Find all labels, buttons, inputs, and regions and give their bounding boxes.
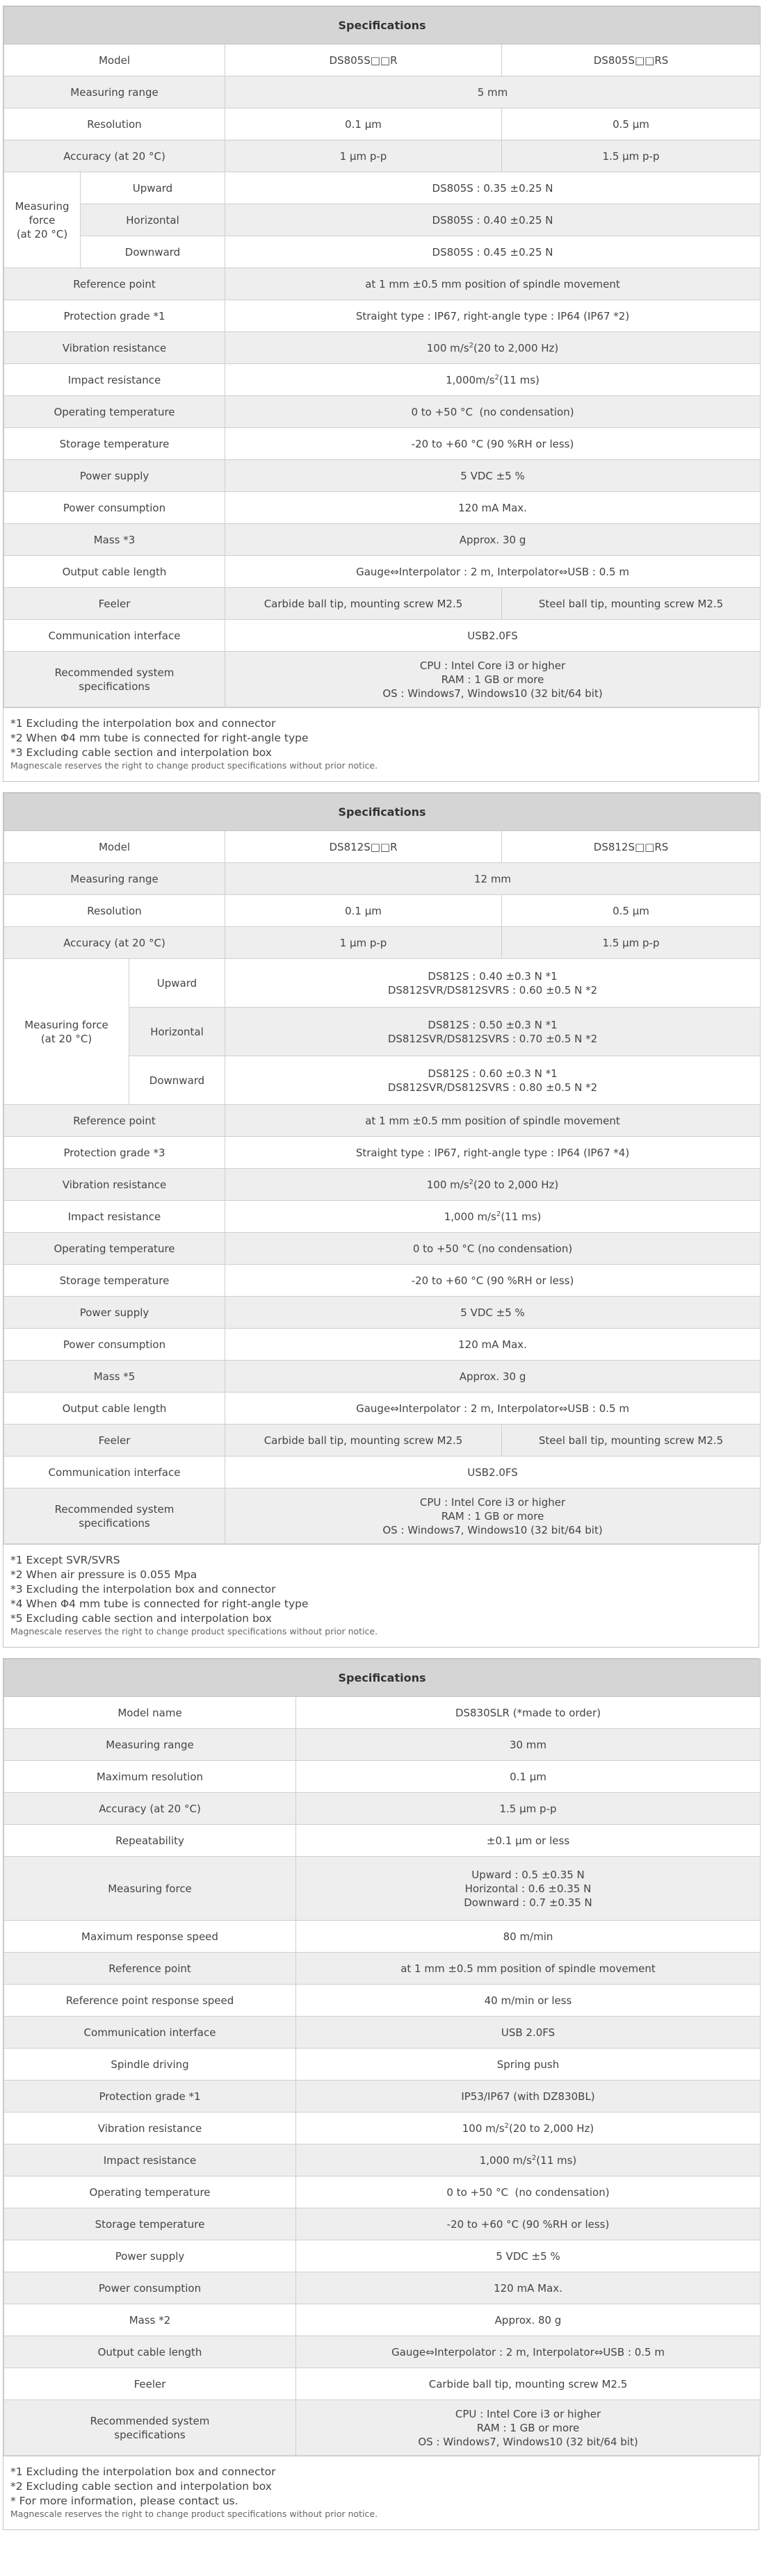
reference-point-speed-label: Reference point response speed	[4, 1985, 296, 2017]
measuring-range-value: 30 mm	[296, 1729, 761, 1761]
impact-resistance-label: Impact resistance	[4, 2144, 296, 2176]
measuring-range-value: 12 mm	[225, 863, 761, 895]
measuring-range-label: Measuring range	[4, 1729, 296, 1761]
accuracy-label: Accuracy (at 20 °C)	[4, 927, 225, 959]
power-consumption-label: Power consumption	[4, 2272, 296, 2304]
recommended-system-value: CPU : Intel Core i3 or higher RAM : 1 GB or more OS : Windows7, Windows10 (32 bit/64 bit)	[225, 1488, 761, 1544]
communication-interface-value: USB2.0FS	[225, 1457, 761, 1488]
power-supply-label: Power supply	[4, 460, 225, 492]
accuracy-label: Accuracy (at 20 °C)	[4, 140, 225, 172]
impact-resistance-label: Impact resistance	[4, 364, 225, 396]
protection-grade-label: Protection grade *1	[4, 300, 225, 332]
storage-temperature-value: -20 to +60 °C (90 %RH or less)	[296, 2208, 761, 2240]
protection-grade-label: Protection grade *1	[4, 2081, 296, 2113]
model-name-label: Model name	[4, 1697, 296, 1729]
impact-resistance-value: 1,000 $m/s^2(11$ ms)	[225, 1201, 761, 1233]
spindle-driving-value: Spring push	[296, 2049, 761, 2081]
feeler-label: Feeler	[4, 1425, 225, 1457]
footnote: *2 When air pressure is 0.055 Mpa	[10, 1568, 197, 1581]
measuring-force-label: Measuring force (at 20 °C)	[4, 959, 129, 1105]
maximum-response-speed-value: 80 m/min	[296, 1921, 761, 1953]
mass-value: Approx. 80 g	[296, 2304, 761, 2336]
power-consumption-value: 120 mA Max.	[296, 2272, 761, 2304]
operating-temperature-value: 0 to +50 °C (no condensation)	[296, 2176, 761, 2208]
mass-label: Mass *2	[4, 2304, 296, 2336]
recommended-system-label: Recommended system specifications	[4, 1488, 225, 1544]
ds812-spec-table	[3, 793, 761, 1544]
reference-point-label: Reference point	[4, 1105, 225, 1137]
power-supply-value: 5 VDC ±5 %	[225, 1297, 761, 1329]
footnote: *1 Excluding the interpolation box and connector	[10, 717, 276, 730]
model-r-value: DS812S□□R	[225, 831, 502, 863]
recommended-system-label: Recommended system specifications	[4, 2400, 296, 2456]
footnote: *1 Except SVR/SVRS	[10, 1554, 120, 1566]
resolution-label: Resolution	[4, 108, 225, 140]
mass-value: Approx. 30 g	[225, 1361, 761, 1393]
communication-interface-label: Communication interface	[4, 2017, 296, 2049]
force-upward-value: DS805S : 0.35 ±0.25 N	[225, 172, 761, 204]
footnote: *4 When Φ4 mm tube is connected for right-angle type	[10, 1598, 309, 1610]
force-horizontal-label: Horizontal	[129, 1008, 225, 1056]
communication-interface-value: USB2.0FS	[225, 620, 761, 652]
model-rs-value: DS812S□□RS	[502, 831, 761, 863]
operating-temperature-label: Operating temperature	[4, 2176, 296, 2208]
measuring-range-label: Measuring range	[4, 76, 225, 108]
output-cable-length-value: Gauge⇔Interpolator : 2 m, Interpolator⇔USB : 0.5 m	[225, 556, 761, 588]
model-name-value: DS830SLR (*made to order)	[296, 1697, 761, 1729]
measuring-force-label: Measuring force (at 20 °C)	[4, 172, 81, 268]
power-supply-value: 5 VDC ±5 %	[296, 2240, 761, 2272]
resolution-label: Resolution	[4, 895, 225, 927]
force-upward-value: DS812S : 0.40 ±0.3 N *1 DS812SVR/DS812SVRS : 0.60 ±0.5 N *2	[225, 959, 761, 1008]
feeler-label: Feeler	[4, 588, 225, 620]
accuracy-rs-value: 1.5 µm p-p	[502, 140, 761, 172]
maximum-resolution-value: 0.1 µm	[296, 1761, 761, 1793]
force-horizontal-label: Horizontal	[81, 204, 225, 236]
force-upward-label: Upward	[129, 959, 225, 1008]
protection-grade-value: Straight type : IP67, right-angle type : IP64 (IP67 *4)	[225, 1137, 761, 1169]
storage-temperature-label: Storage temperature	[4, 1265, 225, 1297]
force-horizontal-value: DS805S : 0.40 ±0.25 N	[225, 204, 761, 236]
output-cable-length-value: Gauge⇔Interpolator : 2 m, Interpolator⇔USB : 0.5 m	[225, 1393, 761, 1425]
disclaimer: Magnescale reserves the right to change product specifications without prior notice.	[10, 760, 378, 771]
vibration-resistance-label: Vibration resistance	[4, 332, 225, 364]
reference-point-label: Reference point	[4, 1953, 296, 1985]
ds830-spec-table	[3, 1659, 761, 2456]
storage-temperature-label: Storage temperature	[4, 2208, 296, 2240]
force-upward-label: Upward	[81, 172, 225, 204]
impact-resistance-value: 1,000 $m/s^2(11$ ms)	[296, 2144, 761, 2176]
recommended-system-value: CPU : Intel Core i3 or higher RAM : 1 GB or more OS : Windows7, Windows10 (32 bit/64 bit)	[296, 2400, 761, 2456]
reference-point-value: at 1 mm ±0.5 mm position of spindle movement	[225, 1105, 761, 1137]
output-cable-length-label: Output cable length	[4, 2336, 296, 2368]
measuring-range-label: Measuring range	[4, 863, 225, 895]
reference-point-value: at 1 mm ±0.5 mm position of spindle movement	[225, 268, 761, 300]
power-consumption-value: 120 mA Max.	[225, 492, 761, 524]
impact-resistance-value: $1,000m/s^2(11$ ms)	[225, 364, 761, 396]
vibration-resistance-value: 100 $m/s^2(20$ to 2,000 Hz)	[225, 332, 761, 364]
disclaimer: Magnescale reserves the right to change product specifications without prior notice.	[10, 2509, 378, 2519]
communication-interface-label: Communication interface	[4, 1457, 225, 1488]
force-downward-label: Downward	[81, 236, 225, 268]
recommended-system-label: Recommended system specifications	[4, 652, 225, 707]
disclaimer: Magnescale reserves the right to change product specifications without prior notice.	[10, 1626, 378, 1636]
footnote: *3 Excluding cable section and interpolation box	[10, 746, 272, 759]
output-cable-length-label: Output cable length	[4, 1393, 225, 1425]
vibration-resistance-value: 100 $m/s^2(20$ to 2,000 Hz)	[296, 2113, 761, 2144]
footnote: *5 Excluding cable section and interpolation box	[10, 1612, 272, 1625]
accuracy-r-value: 1 µm p-p	[225, 927, 502, 959]
spindle-driving-label: Spindle driving	[4, 2049, 296, 2081]
ds812-spec-block	[3, 792, 759, 1648]
protection-grade-label: Protection grade *3	[4, 1137, 225, 1169]
feeler-label: Feeler	[4, 2368, 296, 2400]
reference-point-label: Reference point	[4, 268, 225, 300]
measuring-force-value: Upward : 0.5 ±0.35 N Horizontal : 0.6 ±0.35 N Downward : 0.7 ±0.35 N	[296, 1857, 761, 1921]
power-supply-label: Power supply	[4, 1297, 225, 1329]
output-cable-length-label: Output cable length	[4, 556, 225, 588]
communication-interface-label: Communication interface	[4, 620, 225, 652]
power-consumption-label: Power consumption	[4, 1329, 225, 1361]
model-label: Model	[4, 831, 225, 863]
footnote: *3 Excluding the interpolation box and connector	[10, 1583, 276, 1595]
resolution-r-value: 0.1 µm	[225, 895, 502, 927]
footnote: *1 Excluding the interpolation box and connector	[10, 2466, 276, 2478]
measuring-range-value: 5 mm	[225, 76, 761, 108]
spec-table-title: Specifications	[4, 7, 761, 44]
model-r-value: DS805S□□R	[225, 44, 502, 76]
resolution-r-value: 0.1 µm	[225, 108, 502, 140]
ds805-spec-block	[3, 6, 759, 782]
resolution-rs-value: 0.5 µm	[502, 108, 761, 140]
vibration-resistance-label: Vibration resistance	[4, 2113, 296, 2144]
maximum-resolution-label: Maximum resolution	[4, 1761, 296, 1793]
communication-interface-value: USB 2.0FS	[296, 2017, 761, 2049]
feeler-r-value: Carbide ball tip, mounting screw M2.5	[225, 588, 502, 620]
feeler-rs-value: Steel ball tip, mounting screw M2.5	[502, 1425, 761, 1457]
power-consumption-value: 120 mA Max.	[225, 1329, 761, 1361]
mass-label: Mass *3	[4, 524, 225, 556]
operating-temperature-value: 0 to +50 °C (no condensation)	[225, 1233, 761, 1265]
maximum-response-speed-label: Maximum response speed	[4, 1921, 296, 1953]
protection-grade-value: Straight type : IP67, right-angle type : IP64 (IP67 *2)	[225, 300, 761, 332]
model-label: Model	[4, 44, 225, 76]
force-downward-label: Downward	[129, 1056, 225, 1105]
accuracy-label: Accuracy (at 20 °C)	[4, 1793, 296, 1825]
force-downward-value: DS812S : 0.60 ±0.3 N *1 DS812SVR/DS812SVRS : 0.80 ±0.5 N *2	[225, 1056, 761, 1105]
feeler-r-value: Carbide ball tip, mounting screw M2.5	[225, 1425, 502, 1457]
footnote: *2 Excluding cable section and interpolation box	[10, 2480, 272, 2493]
impact-resistance-label: Impact resistance	[4, 1201, 225, 1233]
model-rs-value: DS805S□□RS	[502, 44, 761, 76]
repeatability-label: Repeatability	[4, 1825, 296, 1857]
operating-temperature-label: Operating temperature	[4, 396, 225, 428]
repeatability-value: ±0.1 µm or less	[296, 1825, 761, 1857]
reference-point-value: at 1 mm ±0.5 mm position of spindle movement	[296, 1953, 761, 1985]
mass-label: Mass *5	[4, 1361, 225, 1393]
force-downward-value: DS805S : 0.45 ±0.25 N	[225, 236, 761, 268]
ds812-footnotes	[3, 1544, 759, 1647]
accuracy-r-value: 1 µm p-p	[225, 140, 502, 172]
ds805-footnotes	[3, 707, 759, 781]
storage-temperature-label: Storage temperature	[4, 428, 225, 460]
measuring-force-label: Measuring force	[4, 1857, 296, 1921]
reference-point-speed-value: 40 m/min or less	[296, 1985, 761, 2017]
mass-value: Approx. 30 g	[225, 524, 761, 556]
force-horizontal-value: DS812S : 0.50 ±0.3 N *1 DS812SVR/DS812SVRS : 0.70 ±0.5 N *2	[225, 1008, 761, 1056]
recommended-system-value: CPU : Intel Core i3 or higher RAM : 1 GB or more OS : Windows7, Windows10 (32 bit/64 bit)	[225, 652, 761, 707]
vibration-resistance-value: 100 $m/s^2(20$ to 2,000 Hz)	[225, 1169, 761, 1201]
feeler-rs-value: Steel ball tip, mounting screw M2.5	[502, 588, 761, 620]
storage-temperature-value: -20 to +60 °C (90 %RH or less)	[225, 428, 761, 460]
feeler-value: Carbide ball tip, mounting screw M2.5	[296, 2368, 761, 2400]
storage-temperature-value: -20 to +60 °C (90 %RH or less)	[225, 1265, 761, 1297]
footnote: * For more information, please contact us.	[10, 2495, 238, 2507]
ds830-footnotes	[3, 2456, 759, 2529]
accuracy-rs-value: 1.5 µm p-p	[502, 927, 761, 959]
power-supply-value: 5 VDC ±5 %	[225, 460, 761, 492]
resolution-rs-value: 0.5 µm	[502, 895, 761, 927]
ds830-spec-block	[3, 1658, 759, 2530]
protection-grade-value: IP53/IP67 (with DZ830BL)	[296, 2081, 761, 2113]
operating-temperature-value: 0 to +50 °C (no condensation)	[225, 396, 761, 428]
ds805-spec-table	[3, 6, 761, 707]
accuracy-value: 1.5 µm p-p	[296, 1793, 761, 1825]
operating-temperature-label: Operating temperature	[4, 1233, 225, 1265]
vibration-resistance-label: Vibration resistance	[4, 1169, 225, 1201]
spec-table-title: Specifications	[4, 794, 761, 831]
power-supply-label: Power supply	[4, 2240, 296, 2272]
footnote: *2 When Φ4 mm tube is connected for right-angle type	[10, 732, 309, 744]
output-cable-length-value: Gauge⇔Interpolator : 2 m, Interpolator⇔USB : 0.5 m	[296, 2336, 761, 2368]
power-consumption-label: Power consumption	[4, 492, 225, 524]
spec-table-title: Specifications	[4, 1659, 761, 1697]
